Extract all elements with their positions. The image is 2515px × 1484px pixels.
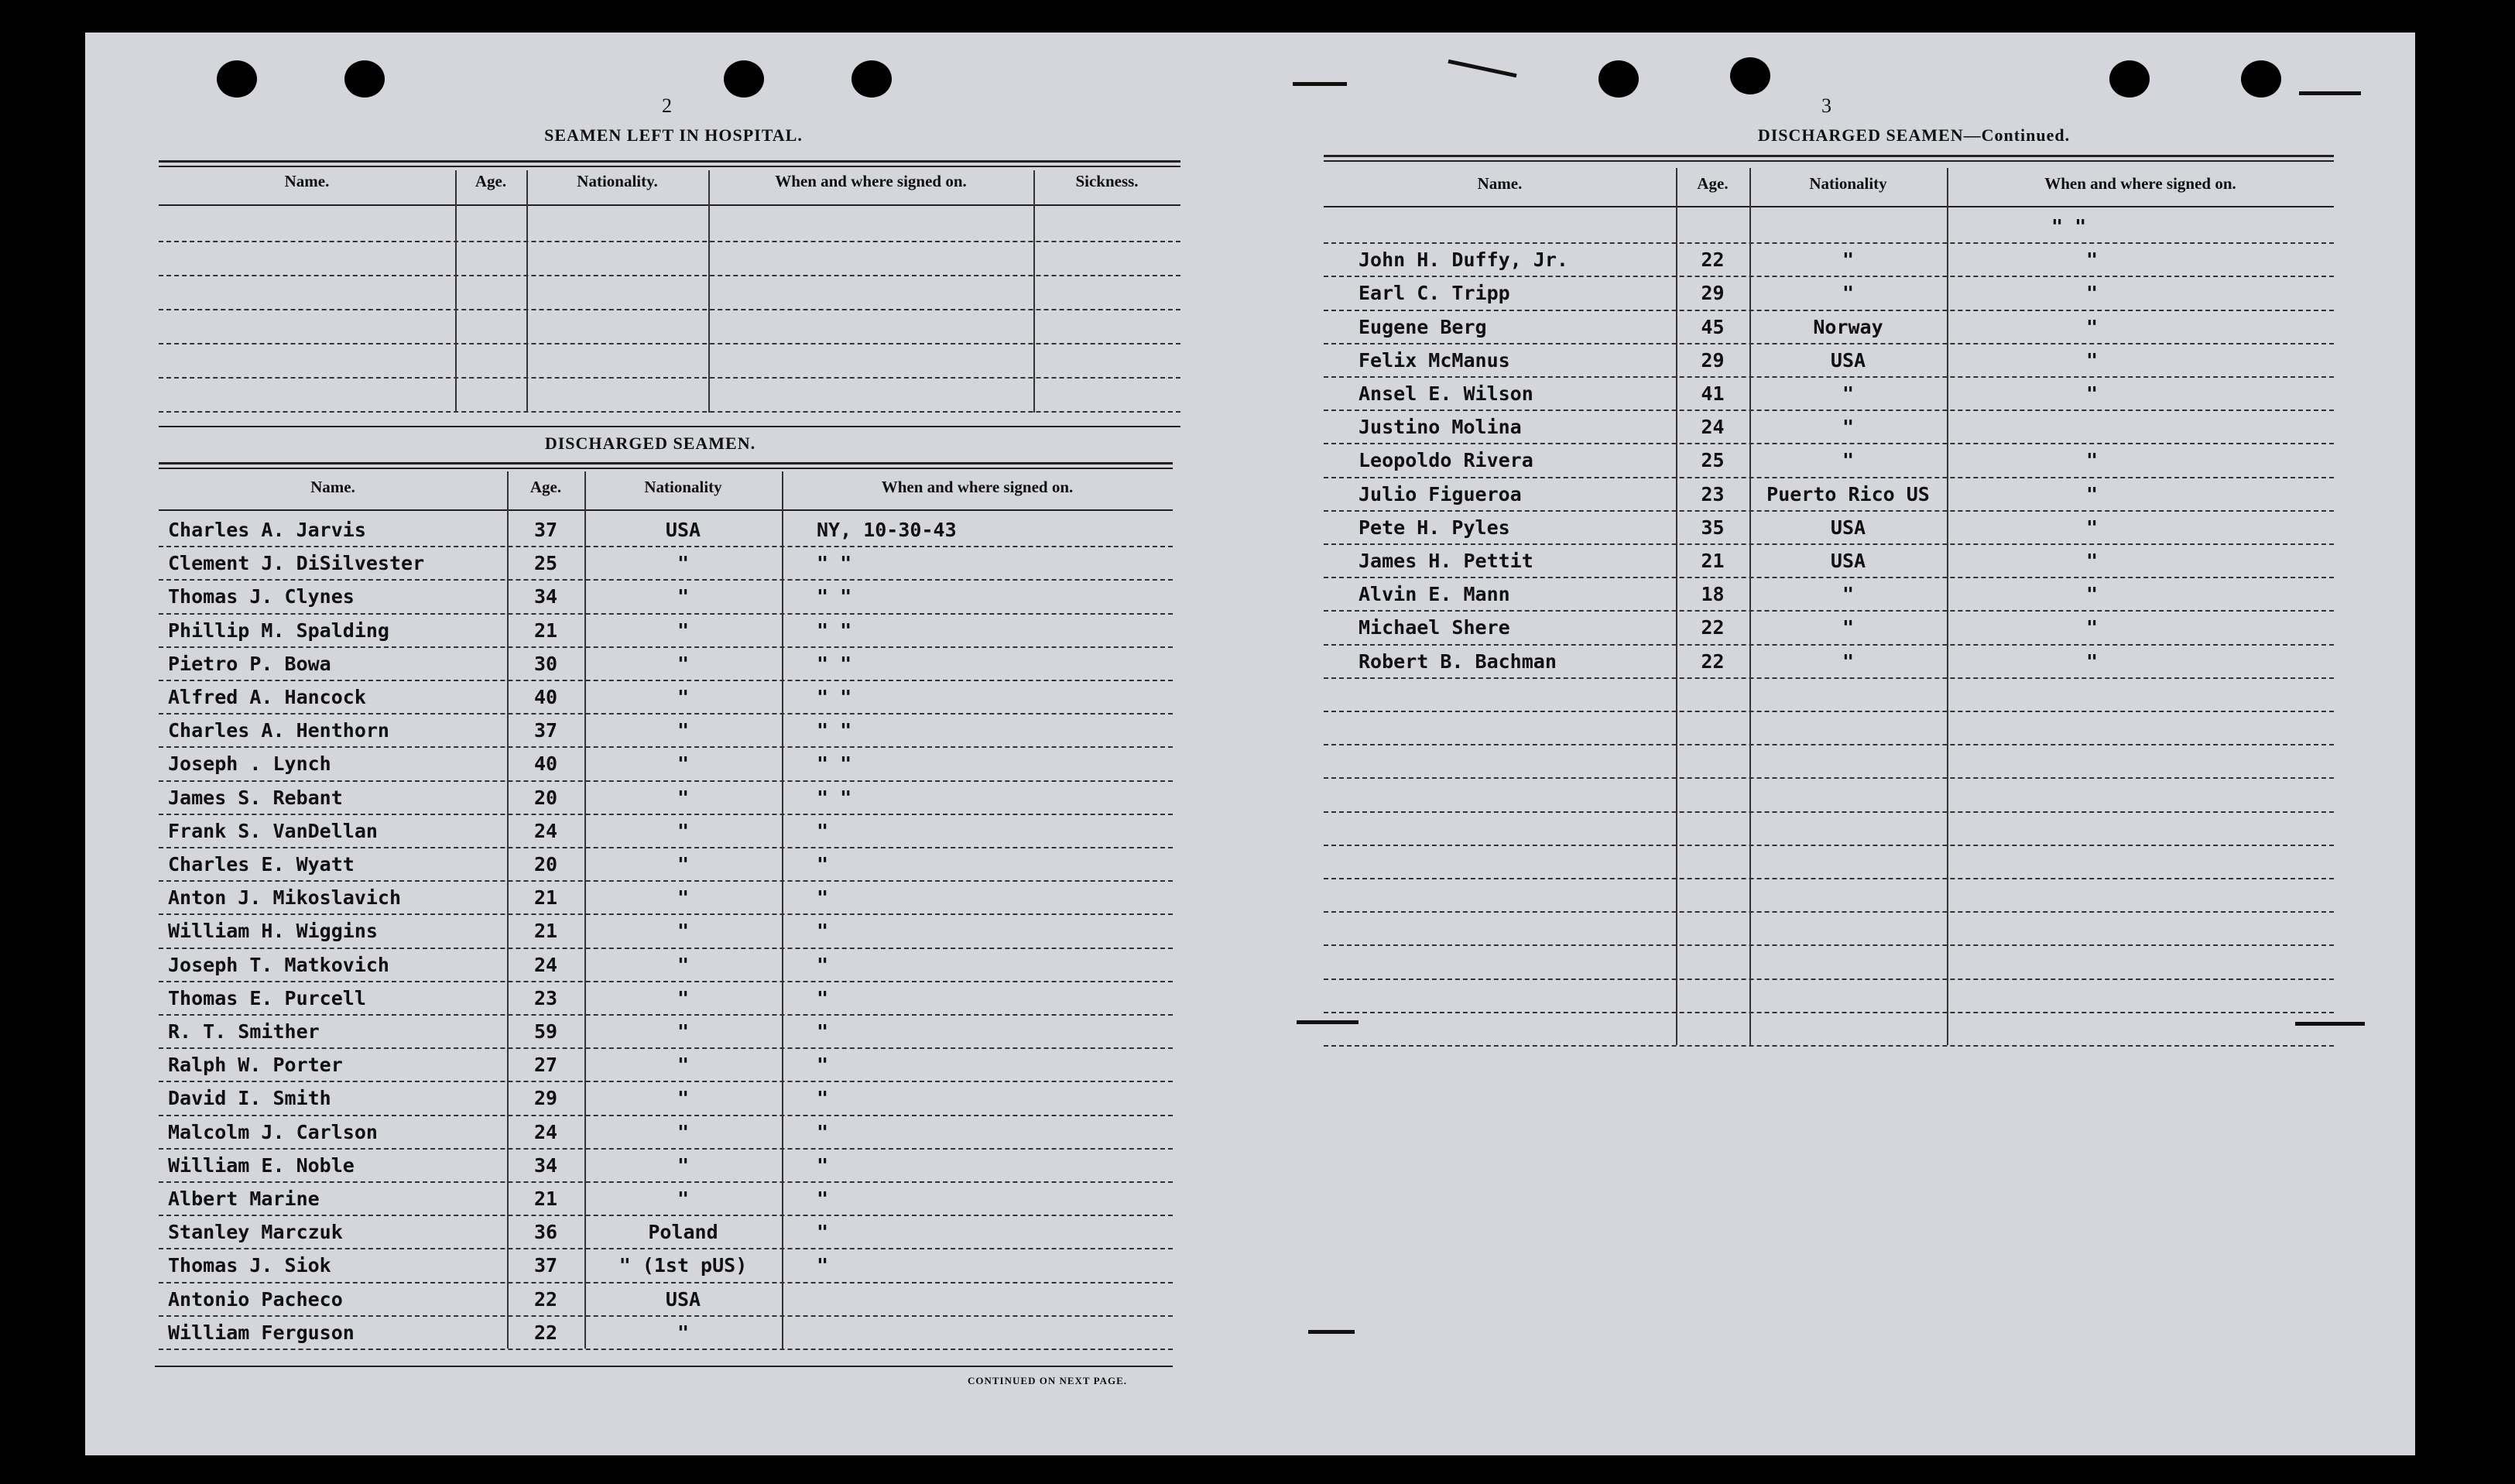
hospital-header-age: Age. [475, 172, 507, 190]
column-divider [455, 170, 457, 413]
row-line [159, 579, 1173, 581]
seaman-nationality: " [677, 552, 690, 575]
seaman-nationality: USA [665, 1287, 701, 1311]
seaman-signed-on: " [817, 1087, 829, 1110]
seaman-signed-on: " [2086, 382, 2099, 405]
seaman-nationality: " [1842, 382, 1855, 405]
seaman-age: 23 [1701, 482, 1725, 506]
seaman-age: 27 [533, 1054, 558, 1077]
seaman-name: Charles A. Jarvis [168, 519, 366, 541]
seaman-signed-on: " " [2051, 215, 2087, 238]
seaman-signed-on: " [817, 1153, 829, 1177]
seaman-age: 21 [533, 920, 558, 943]
seaman-age: 37 [533, 519, 558, 541]
seaman-age: 29 [533, 1087, 558, 1110]
seaman-name: Pietro P. Bowa [168, 652, 331, 675]
scan-mark [1308, 1330, 1355, 1334]
seaman-age: 21 [533, 1188, 558, 1210]
seaman-name: Alvin E. Mann [1359, 583, 1510, 606]
rule [159, 509, 1173, 511]
row-line [1324, 443, 2334, 444]
seaman-nationality: " [677, 686, 690, 708]
punch-hole-8 [2241, 60, 2281, 98]
seaman-name: Pete H. Pyles [1359, 516, 1510, 539]
seaman-nationality: " [1842, 416, 1855, 439]
rule [159, 468, 1173, 469]
rule [159, 160, 1180, 163]
seaman-signed-on: " [2086, 550, 2099, 572]
seaman-nationality: " (1st pUS) [618, 1254, 748, 1277]
rule [155, 1366, 1173, 1367]
row-line [159, 377, 1180, 379]
row-line [159, 847, 1173, 848]
hospital-header-nationality: Nationality. [577, 172, 658, 190]
seaman-nationality: " [677, 652, 690, 675]
row-line [1324, 978, 2334, 980]
page-number-left: 2 [662, 94, 672, 117]
seaman-name: Leopoldo Rivera [1359, 449, 1533, 472]
seaman-age: 24 [533, 953, 558, 976]
seaman-nationality: Poland [648, 1221, 718, 1244]
seaman-nationality: USA [1830, 348, 1866, 372]
seaman-name: Justino Molina [1359, 416, 1522, 439]
seaman-age: 24 [533, 1120, 558, 1143]
seaman-name: Joseph . Lynch [168, 752, 331, 776]
row-line [1324, 711, 2334, 712]
seaman-nationality: " [1842, 282, 1855, 305]
seaman-signed-on: " " [817, 752, 852, 776]
seaman-name: Stanley Marczuk [168, 1221, 343, 1244]
seaman-name: R. T. Smither [168, 1020, 320, 1043]
page-number-right: 3 [1821, 94, 1831, 117]
row-line [1324, 510, 2334, 512]
seaman-nationality: " [677, 752, 690, 776]
seaman-age: 29 [1701, 282, 1725, 305]
seaman-nationality: " [677, 819, 690, 842]
seaman-signed-on: " [817, 920, 829, 943]
seaman-age: 35 [1701, 516, 1725, 539]
row-line [159, 1047, 1173, 1049]
seaman-signed-on: " [2086, 248, 2099, 272]
seaman-signed-on: " [817, 1020, 829, 1043]
row-line [159, 411, 1180, 413]
seaman-nationality: " [677, 585, 690, 608]
column-header-signed: When and where signed on. [2044, 174, 2236, 193]
seaman-age: 40 [533, 686, 558, 708]
seaman-signed-on: " [2086, 482, 2099, 506]
row-line [159, 913, 1173, 915]
seaman-age: 24 [1701, 416, 1725, 439]
seaman-age: 25 [533, 552, 558, 575]
row-line [159, 780, 1173, 782]
row-line [1324, 1012, 2334, 1013]
seaman-nationality: " [677, 786, 690, 809]
hospital-header-signed: When and where signed on. [775, 172, 967, 190]
seaman-age: 21 [1701, 550, 1725, 572]
row-line [1324, 477, 2334, 478]
row-line [1324, 343, 2334, 344]
scan-mark [1293, 82, 1347, 86]
seaman-signed-on: " [817, 1254, 829, 1277]
seaman-age: 30 [533, 652, 558, 675]
rule [1324, 206, 2334, 207]
seaman-nationality: " [677, 619, 690, 642]
seaman-nationality: USA [1830, 550, 1866, 572]
column-divider [1947, 168, 1948, 1045]
rule [159, 426, 1180, 427]
seaman-name: Alfred A. Hancock [168, 686, 366, 708]
row-line [1324, 276, 2334, 277]
seaman-nationality: Puerto Rico US [1766, 482, 1930, 506]
seaman-nationality: USA [665, 519, 701, 541]
row-line [159, 1315, 1173, 1317]
seaman-name: Felix McManus [1359, 348, 1510, 372]
seaman-nationality: " [677, 1188, 690, 1210]
seaman-nationality: " [1842, 649, 1855, 673]
row-line [1324, 376, 2334, 378]
seaman-age: 40 [533, 752, 558, 776]
seaman-name: James H. Pettit [1359, 550, 1533, 572]
row-line [159, 948, 1173, 949]
seaman-signed-on: " [2086, 616, 2099, 639]
seaman-name: William E. Noble [168, 1153, 355, 1177]
seaman-name: Albert Marine [168, 1188, 320, 1210]
row-line [1324, 610, 2334, 612]
seaman-signed-on: " [2086, 282, 2099, 305]
seaman-signed-on: " [817, 819, 829, 842]
seaman-name: Julio Figueroa [1359, 482, 1522, 506]
seaman-signed-on: " [2086, 649, 2099, 673]
row-line [1324, 677, 2334, 679]
seaman-name: Robert B. Bachman [1359, 649, 1557, 673]
seaman-signed-on: " " [817, 686, 852, 708]
seaman-signed-on: " [817, 853, 829, 876]
row-line [1324, 577, 2334, 578]
seaman-age: 22 [1701, 248, 1725, 272]
row-line [159, 713, 1173, 715]
seaman-signed-on: " [817, 1221, 829, 1244]
column-header-name: Name. [310, 478, 355, 496]
seaman-signed-on: " " [817, 719, 852, 742]
seaman-signed-on: " [2086, 315, 2099, 338]
row-line [1324, 242, 2334, 244]
row-line [159, 309, 1180, 310]
row-line [1324, 1045, 2334, 1047]
punch-hole-5 [1598, 60, 1639, 98]
seaman-age: 22 [1701, 649, 1725, 673]
seaman-nationality: Norway [1813, 315, 1883, 338]
seaman-name: Thomas J. Siok [168, 1254, 331, 1277]
row-line [159, 880, 1173, 882]
seaman-age: 45 [1701, 315, 1725, 338]
column-header-signed: When and where signed on. [881, 478, 1074, 496]
seaman-age: 41 [1701, 382, 1725, 405]
scan-mark [2299, 91, 2361, 95]
column-divider [782, 471, 783, 1349]
seaman-nationality: " [677, 719, 690, 742]
seaman-age: 21 [533, 886, 558, 910]
seaman-name: James S. Rebant [168, 786, 343, 809]
seaman-name: Michael Shere [1359, 616, 1510, 639]
seaman-age: 37 [533, 719, 558, 742]
seaman-name: John H. Duffy, Jr. [1359, 248, 1568, 272]
rule [159, 204, 1180, 206]
seaman-name: Malcolm J. Carlson [168, 1120, 378, 1143]
seaman-signed-on: " [817, 986, 829, 1009]
seaman-name: Thomas E. Purcell [168, 986, 366, 1009]
seaman-age: 22 [533, 1287, 558, 1311]
row-line [1324, 744, 2334, 745]
discharged-continued-title: DISCHARGED SEAMEN—Continued. [1757, 125, 2071, 145]
seaman-age: 25 [1701, 449, 1725, 472]
seaman-nationality: " [677, 953, 690, 976]
row-line [159, 546, 1173, 547]
row-line [159, 1014, 1173, 1016]
row-line [1324, 777, 2334, 779]
seaman-signed-on: " [817, 886, 829, 910]
rule [1324, 160, 2334, 162]
row-line [159, 1115, 1173, 1116]
seaman-name: Ansel E. Wilson [1359, 382, 1533, 405]
seaman-name: Eugene Berg [1359, 315, 1487, 338]
seaman-name: William Ferguson [168, 1321, 355, 1344]
column-header-nationality: Nationality [644, 478, 722, 496]
seaman-nationality: " [677, 1054, 690, 1077]
seaman-age: 34 [533, 1153, 558, 1177]
rule [159, 462, 1173, 464]
column-divider [526, 170, 528, 413]
row-line [159, 241, 1180, 242]
seaman-signed-on: " " [817, 619, 852, 642]
rule [159, 166, 1180, 167]
document-sheet [85, 33, 2415, 1455]
row-line [159, 981, 1173, 982]
seaman-signed-on: " [2086, 583, 2099, 606]
seaman-signed-on: " [817, 1188, 829, 1210]
seaman-name: Ralph W. Porter [168, 1054, 343, 1077]
seaman-nationality: " [677, 1321, 690, 1344]
row-line [159, 613, 1173, 615]
seaman-age: 37 [533, 1254, 558, 1277]
rule [1324, 155, 2334, 157]
row-line [159, 1148, 1173, 1150]
seaman-name: Charles A. Henthorn [168, 719, 389, 742]
continued-footer: CONTINUED ON NEXT PAGE. [968, 1375, 1127, 1386]
row-line [159, 343, 1180, 344]
row-line [159, 746, 1173, 748]
seaman-nationality: " [1842, 616, 1855, 639]
seaman-name: Antonio Pacheco [168, 1287, 343, 1311]
seaman-age: 23 [533, 986, 558, 1009]
seaman-signed-on: " [2086, 516, 2099, 539]
seaman-nationality: " [677, 1153, 690, 1177]
column-header-name: Name. [1477, 174, 1523, 193]
row-line [1324, 878, 2334, 879]
seaman-nationality: " [677, 986, 690, 1009]
seaman-nationality: " [677, 886, 690, 910]
row-line [159, 1181, 1173, 1183]
seaman-name: Anton J. Mikoslavich [168, 886, 402, 910]
seaman-name: Clement J. DiSilvester [168, 552, 425, 575]
seaman-age: 36 [533, 1221, 558, 1244]
seaman-nationality: " [1842, 248, 1855, 272]
column-divider [708, 170, 710, 413]
scan-mark [1448, 60, 1516, 78]
seaman-signed-on: " [2086, 449, 2099, 472]
seaman-nationality: " [1842, 449, 1855, 472]
punch-hole-6 [1730, 57, 1770, 94]
row-line [159, 814, 1173, 815]
column-header-age: Age. [1697, 174, 1729, 193]
seaman-nationality: USA [1830, 516, 1866, 539]
hospital-section-title: SEAMEN LEFT IN HOSPITAL. [544, 125, 803, 145]
column-divider [1033, 170, 1035, 413]
row-line [159, 275, 1180, 276]
seaman-name: Frank S. VanDellan [168, 819, 378, 842]
seaman-nationality: " [1842, 583, 1855, 606]
seaman-signed-on: " [817, 1120, 829, 1143]
row-line [1324, 410, 2334, 411]
seaman-name: Earl C. Tripp [1359, 282, 1510, 305]
seaman-nationality: " [677, 920, 690, 943]
row-line [159, 646, 1173, 648]
seaman-age: 22 [533, 1321, 558, 1344]
seaman-signed-on: " [817, 953, 829, 976]
discharged-section-title: DISCHARGED SEAMEN. [544, 434, 756, 453]
scan-mark [2295, 1022, 2365, 1026]
row-line [1324, 811, 2334, 813]
seaman-signed-on: " " [817, 652, 852, 675]
seaman-nationality: " [677, 1020, 690, 1043]
seaman-age: 22 [1701, 616, 1725, 639]
row-line [1324, 543, 2334, 545]
seaman-signed-on: " [817, 1054, 829, 1077]
seaman-name: David I. Smith [168, 1087, 331, 1110]
row-line [1324, 911, 2334, 913]
seaman-age: 59 [533, 1020, 558, 1043]
seaman-name: Joseph T. Matkovich [168, 953, 389, 976]
punch-hole-3 [724, 60, 764, 98]
row-line [1324, 644, 2334, 646]
seaman-name: William H. Wiggins [168, 920, 378, 943]
column-header-age: Age. [529, 478, 562, 496]
row-line [159, 1282, 1173, 1284]
seaman-age: 29 [1701, 348, 1725, 372]
hospital-header-name: Name. [284, 172, 330, 190]
row-line [1324, 310, 2334, 311]
column-header-nationality: Nationality [1809, 174, 1887, 193]
punch-hole-1 [217, 60, 257, 98]
seaman-nationality: " [677, 853, 690, 876]
punch-hole-2 [344, 60, 385, 98]
seaman-signed-on: " " [817, 585, 852, 608]
seaman-signed-on: " " [817, 552, 852, 575]
seaman-signed-on: NY, 10-30-43 [817, 519, 957, 541]
seaman-nationality: " [677, 1120, 690, 1143]
row-line [159, 680, 1173, 681]
seaman-age: 21 [533, 619, 558, 642]
seaman-age: 20 [533, 853, 558, 876]
row-line [159, 1081, 1173, 1082]
row-line [1324, 845, 2334, 846]
scan-mark [1297, 1020, 1359, 1024]
seaman-name: Thomas J. Clynes [168, 585, 355, 608]
hospital-header-sickness: Sickness. [1075, 172, 1139, 190]
seaman-name: Phillip M. Spalding [168, 619, 389, 642]
seaman-signed-on: " " [817, 786, 852, 809]
seaman-age: 34 [533, 585, 558, 608]
punch-hole-7 [2109, 60, 2150, 98]
seaman-age: 18 [1701, 583, 1725, 606]
seaman-age: 24 [533, 819, 558, 842]
punch-hole-4 [851, 60, 892, 98]
seaman-nationality: " [677, 1087, 690, 1110]
row-line [159, 1215, 1173, 1216]
seaman-age: 20 [533, 786, 558, 809]
seaman-name: Charles E. Wyatt [168, 853, 355, 876]
row-line [159, 1349, 1173, 1350]
row-line [1324, 944, 2334, 946]
row-line [159, 1248, 1173, 1249]
seaman-signed-on: " [2086, 348, 2099, 372]
